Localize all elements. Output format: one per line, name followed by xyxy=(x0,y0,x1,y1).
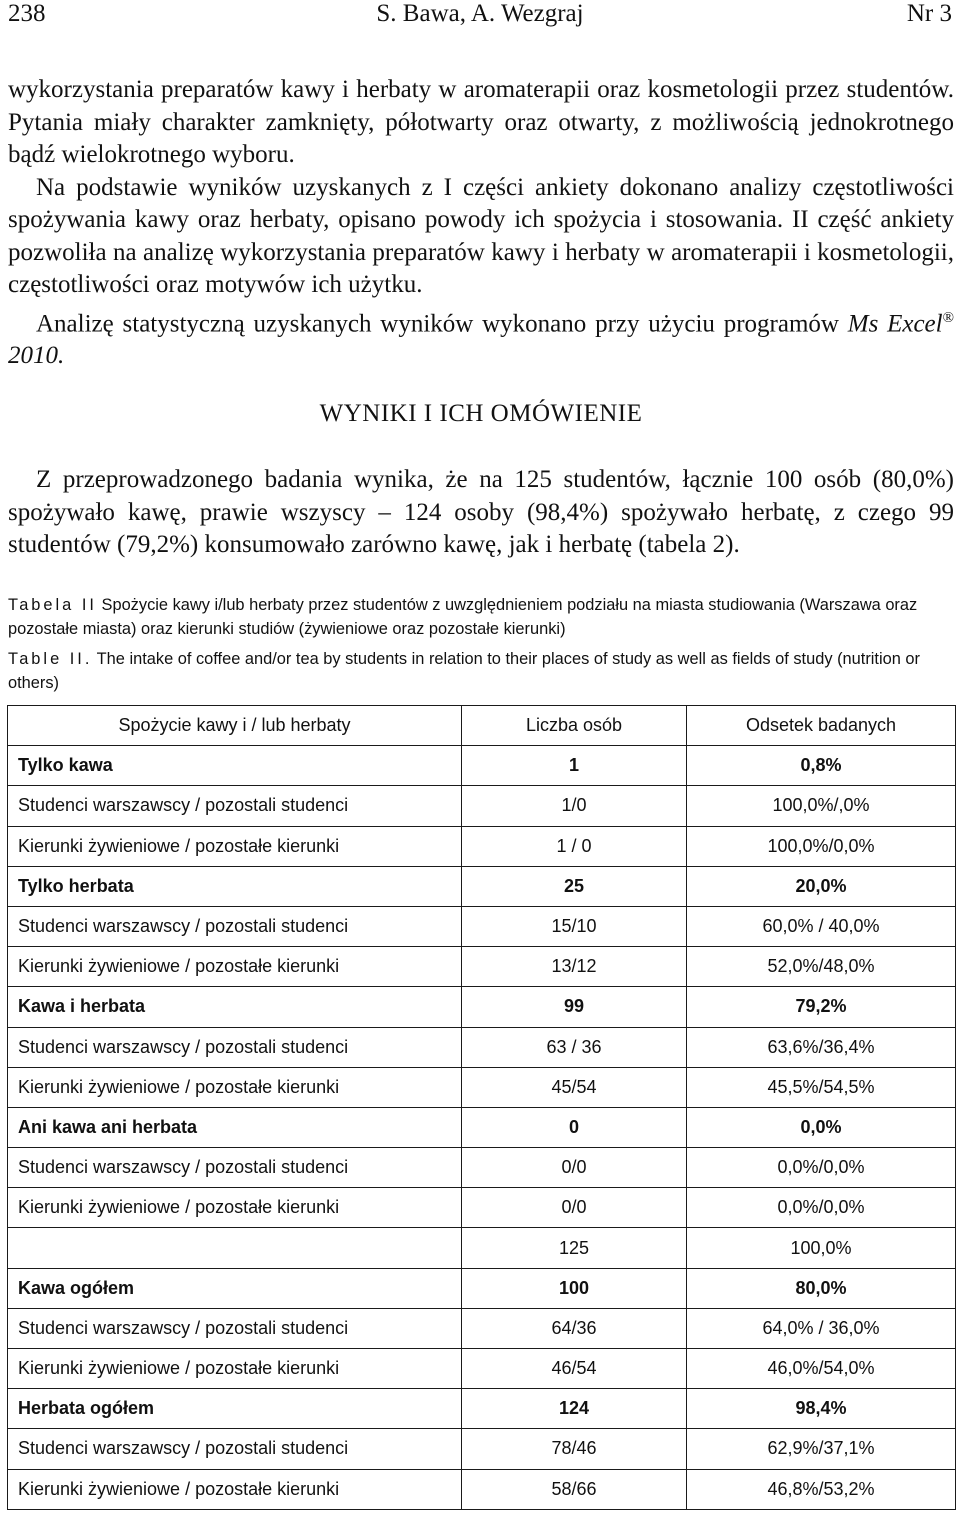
intro-paragraph-3 xyxy=(8,302,954,373)
caption-polish xyxy=(8,593,956,641)
row-label: Kierunki żywieniowe / pozostałe kierunki xyxy=(8,1349,462,1389)
row-label: Studenci warszawscy / pozostali studenci xyxy=(8,1148,462,1188)
table-row-total xyxy=(8,1228,956,1268)
row-percent: 80,0% xyxy=(687,1268,956,1308)
row-label: Studenci warszawscy / pozostali studenci xyxy=(8,1308,462,1348)
row-label: Tylko herbata xyxy=(8,866,462,906)
row-count: 46/54 xyxy=(462,1349,687,1389)
running-authors: S. Bawa, A. Wezgraj xyxy=(376,0,584,27)
table-row xyxy=(8,906,956,946)
caption-english-label: Table II. xyxy=(8,650,93,668)
row-count: 15/10 xyxy=(462,906,687,946)
caption-english xyxy=(8,647,956,695)
table-row xyxy=(8,1429,956,1469)
row-percent: 79,2% xyxy=(687,987,956,1027)
intro-paragraph-1: wykorzystania preparatów kawy i herbaty w aromaterapii oraz kosmetologii przez studentów. Pytania miały charakter zamknięty, półotwarty oraz otwarty, z możliwością jednokrotnego bądź wielokrotnego wyboru. xyxy=(8,76,954,168)
row-percent: 60,0% / 40,0% xyxy=(687,906,956,946)
row-label: Ani kawa ani herbata xyxy=(8,1107,462,1147)
row-count: 100 xyxy=(462,1268,687,1308)
row-label: Studenci warszawscy / pozostali studenci xyxy=(8,1027,462,1067)
row-percent: 0,0%/0,0% xyxy=(687,1148,956,1188)
row-percent: 52,0%/48,0% xyxy=(687,947,956,987)
table-header-row xyxy=(8,706,956,746)
row-percent: 0,0%/0,0% xyxy=(687,1188,956,1228)
row-percent: 45,5%/54,5% xyxy=(687,1067,956,1107)
page-number: 238 xyxy=(8,0,46,27)
row-percent: 100,0% xyxy=(687,1228,956,1268)
table-row xyxy=(8,866,956,906)
caption-polish-label: Tabela II xyxy=(8,596,97,614)
row-label: Kierunki żywieniowe / pozostałe kierunki xyxy=(8,1067,462,1107)
row-percent: 98,4% xyxy=(687,1389,956,1429)
table-row xyxy=(8,1027,956,1067)
row-label: Studenci warszawscy / pozostali studenci xyxy=(8,906,462,946)
registered-mark: ® xyxy=(942,309,955,326)
table-row xyxy=(8,1469,956,1509)
row-count: 1 xyxy=(462,746,687,786)
row-count: 64/36 xyxy=(462,1308,687,1348)
table-row xyxy=(8,746,956,786)
table-captions xyxy=(8,593,956,695)
row-percent: 63,6%/36,4% xyxy=(687,1027,956,1067)
row-count: 1 / 0 xyxy=(462,826,687,866)
row-count: 58/66 xyxy=(462,1469,687,1509)
results-paragraph xyxy=(8,464,954,562)
row-label: Studenci warszawscy / pozostali studenci xyxy=(8,786,462,826)
table-row xyxy=(8,1268,956,1308)
row-label: Tylko kawa xyxy=(8,746,462,786)
intro-paragraph-3-text: Analizę statystyczną uzyskanych wyników wykonano przy użyciu programów xyxy=(36,309,839,337)
row-percent: 64,0% / 36,0% xyxy=(687,1308,956,1348)
row-label: Kierunki żywieniowe / pozostałe kierunki xyxy=(8,826,462,866)
row-label: Kierunki żywieniowe / pozostałe kierunki xyxy=(8,947,462,987)
software-version: 2010. xyxy=(8,342,65,370)
page-header xyxy=(8,0,952,34)
row-count: 0/0 xyxy=(462,1148,687,1188)
table-row xyxy=(8,786,956,826)
table-row xyxy=(8,987,956,1027)
row-label: Kierunki żywieniowe / pozostałe kierunki xyxy=(8,1188,462,1228)
row-count: 0 xyxy=(462,1107,687,1147)
row-percent: 100,0%/0,0% xyxy=(687,826,956,866)
intro-paragraph-2: Na podstawie wyników uzyskanych z I części ankiety dokonano analizy częstotliwości spożywania kawy oraz herbaty, opisano powody ich spożycia i stosowania. II część ankiety pozwoliła na analizę wykorzystania preparatów kawy i herbaty w aromaterapii i kosmetologii, częstotliwości oraz motywów ich użytku. xyxy=(8,173,954,298)
row-count: 124 xyxy=(462,1389,687,1429)
row-percent: 0,0% xyxy=(687,1107,956,1147)
header-consumption: Spożycie kawy i / lub herbaty xyxy=(8,706,462,746)
results-text: Z przeprowadzonego badania wynika, że na 125 studentów, łącznie 100 osób (80,0%) spożywało kawę, prawie wszyscy – 124 osoby (98,4%) spożywało herbatę, z czego 99 studentów (79,2%) konsumowało zarówno kawę, jak i herbatę (tabela 2). xyxy=(8,466,954,558)
row-count: 1/0 xyxy=(462,786,687,826)
row-count: 0/0 xyxy=(462,1188,687,1228)
header-count: Liczba osób xyxy=(462,706,687,746)
row-label: Kawa i herbata xyxy=(8,987,462,1027)
row-count: 99 xyxy=(462,987,687,1027)
row-label: Herbata ogółem xyxy=(8,1389,462,1429)
header-percent: Odsetek badanych xyxy=(687,706,956,746)
row-percent: 100,0%/,0% xyxy=(687,786,956,826)
row-label: Studenci warszawscy / pozostali studenci xyxy=(8,1429,462,1469)
software-name: Ms Excel xyxy=(847,309,943,337)
row-count: 125 xyxy=(462,1228,687,1268)
table-row xyxy=(8,1148,956,1188)
table-row xyxy=(8,1308,956,1348)
table-row xyxy=(8,1349,956,1389)
row-label: Kawa ogółem xyxy=(8,1268,462,1308)
row-count: 45/54 xyxy=(462,1067,687,1107)
row-percent: 46,8%/53,2% xyxy=(687,1469,956,1509)
table-row xyxy=(8,1188,956,1228)
row-label xyxy=(8,1228,462,1268)
methods-paragraphs xyxy=(8,74,954,373)
row-percent: 46,0%/54,0% xyxy=(687,1349,956,1389)
row-count: 63 / 36 xyxy=(462,1027,687,1067)
consumption-table xyxy=(7,705,956,1510)
row-count: 78/46 xyxy=(462,1429,687,1469)
table-row xyxy=(8,1107,956,1147)
table-row xyxy=(8,1067,956,1107)
issue-number: Nr 3 xyxy=(906,0,952,27)
row-percent: 20,0% xyxy=(687,866,956,906)
row-percent: 0,8% xyxy=(687,746,956,786)
table-row xyxy=(8,826,956,866)
table-row xyxy=(8,947,956,987)
caption-english-text: The intake of coffee and/or tea by students in relation to their places of study as well as fields of study (nutrition or others) xyxy=(8,650,920,692)
table-row xyxy=(8,1389,956,1429)
row-label: Kierunki żywieniowe / pozostałe kierunki xyxy=(8,1469,462,1509)
section-title: WYNIKI I ICH OMÓWIENIE xyxy=(319,400,643,427)
caption-polish-text: Spożycie kawy i/lub herbaty przez studentów z uwzględnieniem podziału na miasta studiowania (Warszawa oraz pozostałe miasta) oraz kierunki studiów (żywieniowe oraz pozostałe kierunki) xyxy=(8,596,918,638)
row-percent: 62,9%/37,1% xyxy=(687,1429,956,1469)
row-count: 13/12 xyxy=(462,947,687,987)
row-count: 25 xyxy=(462,866,687,906)
